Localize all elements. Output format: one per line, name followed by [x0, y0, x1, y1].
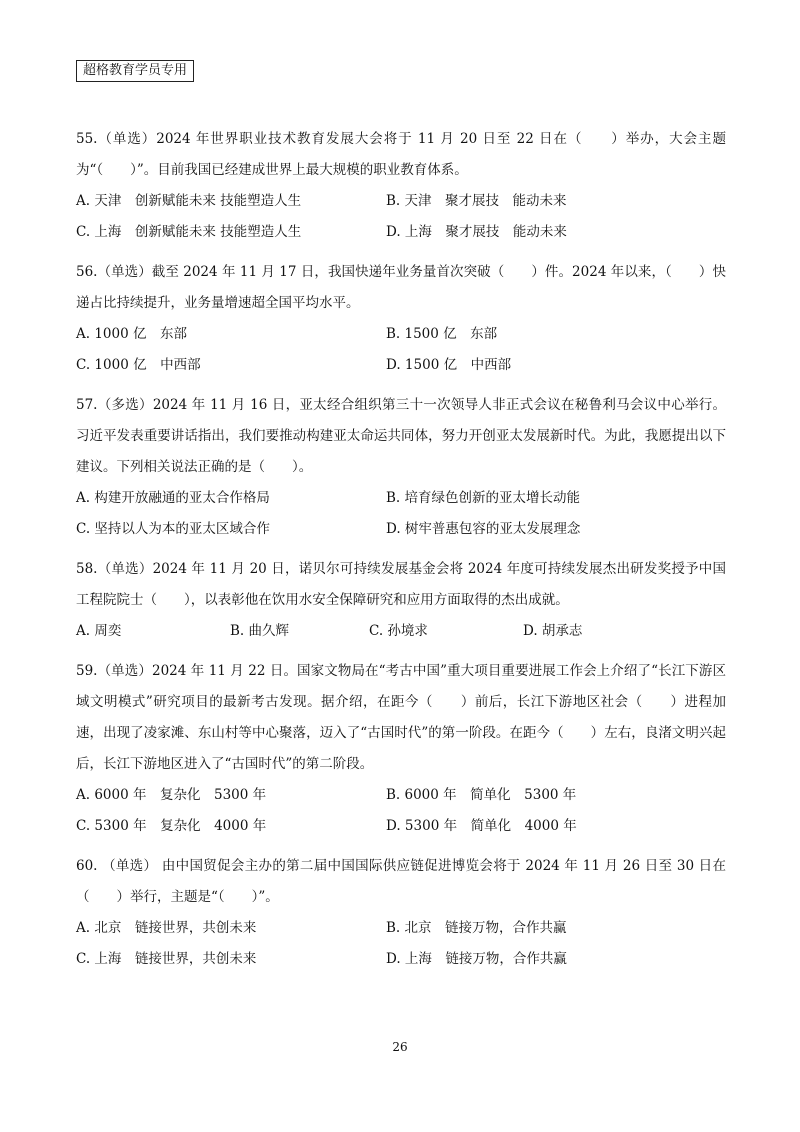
- option-a: A. 北京 链接世界，共创未来: [76, 920, 257, 936]
- question-55: [76, 124, 726, 248]
- option-d: D. 1500 亿 中西部: [386, 357, 512, 373]
- question-stem: 55.（单选）2024 年世界职业技术教育发展大会将于 11 月 20 日至 22 日在（ ）举办，大会主题为“（ ）”。目前我国已经建成世界上最大规模的职业教育体系。: [76, 131, 726, 178]
- question-59: [76, 656, 726, 842]
- page-number: 26: [392, 1040, 408, 1054]
- option-group: [76, 780, 726, 842]
- option-b: B. 1500 亿 东部: [386, 326, 498, 342]
- option-b: B. 曲久辉: [230, 623, 290, 639]
- question-60: [76, 851, 726, 975]
- option-a: A. 构建开放融通的亚太合作格局: [76, 490, 270, 506]
- option-group: [76, 913, 726, 975]
- option-a: A. 6000 年 复杂化 5300 年: [76, 787, 267, 803]
- question-58: [76, 554, 726, 647]
- question-stem: 56.（单选）截至 2024 年 11 月 17 日，我国快递年业务量首次突破（ ）件。2024 年以来，（ ）快递占比持续提升，业务量增速超全国平均水平。: [76, 264, 726, 311]
- option-b: B. 北京 链接万物，合作共赢: [386, 920, 567, 936]
- option-group: [76, 319, 726, 381]
- option-d: D. 上海 链接万物，合作共赢: [386, 951, 567, 967]
- option-group: [76, 483, 726, 545]
- question-56: [76, 257, 726, 381]
- option-d: D. 树牢普惠包容的亚太发展理念: [386, 521, 581, 537]
- option-a: A. 周奕: [76, 623, 122, 639]
- option-a: A. 天津 创新赋能未来 技能塑造人生: [76, 193, 302, 209]
- option-group: [76, 186, 726, 248]
- option-c: C. 上海 创新赋能未来 技能塑造人生: [76, 224, 302, 240]
- question-list: [76, 124, 726, 984]
- option-b: B. 6000 年 简单化 5300 年: [386, 787, 577, 803]
- question-stem: 59.（单选）2024 年 11 月 22 日。国家文物局在“考古中国”重大项目重要进展工作会上介绍了“长江下游区域文明模式”研究项目的最新考古发现。据介绍，在距今（ ）前后，长江下游地区社会（ ）进程加速，出现了凌家滩、东山村等中心聚落，迈入了“古国时代”的第一阶段。在距今（ ）左右，良渚文明兴起后，长江下游地区进入了“古国时代”的第二阶段。: [76, 663, 726, 772]
- question-stem: 60. （单选） 由中国贸促会主办的第二届中国国际供应链促进博览会将于 2024 年 11 月 26 日至 30 日在（ ）举行，主题是“（ ）”。: [76, 858, 726, 905]
- option-c: C. 上海 链接世界，共创未来: [76, 951, 257, 967]
- question-stem: 58.（单选）2024 年 11 月 20 日，诺贝尔可持续发展基金会将 2024 年度可持续发展杰出研发奖授予中国工程院院士（ ），以表彰他在饮用水安全保障研究和应用方面取得的杰出成就。: [76, 561, 726, 608]
- option-c: C. 孙境求: [369, 623, 428, 639]
- option-b: B. 培育绿色创新的亚太增长动能: [386, 490, 581, 506]
- option-a: A. 1000 亿 东部: [76, 326, 187, 342]
- option-d: D. 胡承志: [523, 623, 583, 639]
- header-label: 超格教育学员专用: [76, 60, 194, 82]
- option-c: C. 坚持以人为本的亚太区域合作: [76, 521, 270, 537]
- option-c: C. 1000 亿 中西部: [76, 357, 201, 373]
- question-57: [76, 390, 726, 545]
- option-d: D. 5300 年 简单化 4000 年: [386, 818, 577, 834]
- option-d: D. 上海 聚才展技 能动未来: [386, 224, 567, 240]
- option-b: B. 天津 聚才展技 能动未来: [386, 193, 567, 209]
- question-stem: 57.（多选）2024 年 11 月 16 日，亚太经合组织第三十一次领导人非正式会议在秘鲁利马会议中心举行。习近平发表重要讲话指出，我们要推动构建亚太命运共同体，努力开创亚太发展新时代。为此，我愿提出以下建议。下列相关说法正确的是（ ）。: [76, 397, 726, 475]
- option-c: C. 5300 年 复杂化 4000 年: [76, 818, 267, 834]
- option-group: [76, 616, 726, 647]
